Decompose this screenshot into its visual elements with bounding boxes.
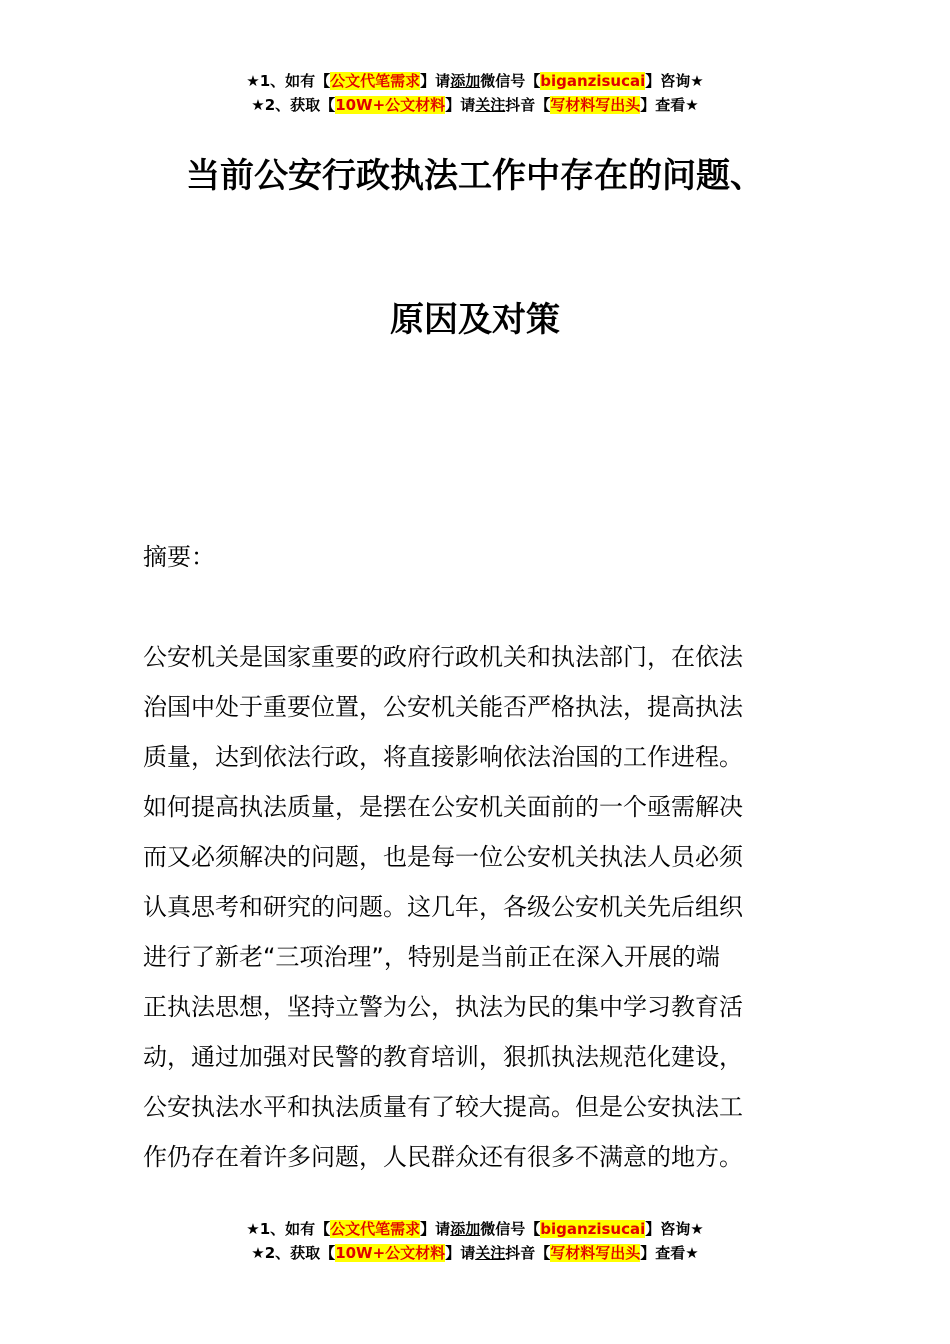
promo-underlined: 添加 [450,72,481,90]
promo-wechat-id: biganzisucai [540,72,646,90]
promo-line-1 [0,1217,950,1241]
body-line: 质量，达到依法行政，将直接影响依法治国的工作进程。 [143,743,743,771]
promo-underlined: 添加 [450,1220,481,1238]
promo-highlight: 10W+公文材料 [335,1244,446,1262]
promo-text: 】请 [420,1220,451,1238]
body-line: 如何提高执法质量，是摆在公安机关面前的一个亟需解决 [143,793,743,821]
promo-underlined: 关注 [475,1244,506,1262]
promo-text: ★2、获取【 [251,1244,336,1262]
promo-text: 微信号【 [480,72,541,90]
promo-banner-top [0,69,950,117]
body-line: 而又必须解决的问题，也是每一位公安机关执法人员必须 [143,843,743,871]
promo-wechat-id: biganzisucai [540,1220,646,1238]
promo-highlight: 公文代笔需求 [330,72,421,90]
abstract-label: 摘要： [143,543,215,571]
promo-banner-bottom [0,1217,950,1265]
promo-text: 】查看★ [640,96,699,114]
promo-douyin-name: 写材料写出头 [550,1244,641,1262]
promo-text: 】请 [445,96,476,114]
body-line: 认真思考和研究的问题。这几年，各级公安机关先后组织 [143,893,743,921]
promo-text: 】咨询★ [645,1220,704,1238]
promo-line-1 [0,69,950,93]
promo-text: ★1、如有【 [246,1220,331,1238]
promo-text: 】咨询★ [645,72,704,90]
abstract-body [143,632,823,1182]
promo-text: 】请 [445,1244,476,1262]
document-title-line-1: 当前公安行政执法工作中存在的问题、 [186,156,764,196]
body-line: 作仍存在着许多问题，人民群众还有很多不满意的地方。 [143,1143,743,1171]
promo-line-2 [0,93,950,117]
body-line: 动，通过加强对民警的教育培训，狠抓执法规范化建设， [143,1043,743,1071]
promo-text: ★1、如有【 [246,72,331,90]
body-line: 正执法思想，坚持立警为公，执法为民的集中学习教育活 [143,993,743,1021]
document-title-line-2: 原因及对策 [390,300,560,340]
promo-text: 抖音【 [505,1244,551,1262]
promo-highlight: 公文代笔需求 [330,1220,421,1238]
promo-highlight: 10W+公文材料 [335,96,446,114]
promo-douyin-name: 写材料写出头 [550,96,641,114]
promo-text: 】查看★ [640,1244,699,1262]
body-line: 治国中处于重要位置，公安机关能否严格执法，提高执法 [143,693,743,721]
promo-text: 抖音【 [505,96,551,114]
promo-text: ★2、获取【 [251,96,336,114]
body-line: 公安机关是国家重要的政府行政机关和执法部门，在依法 [143,643,743,671]
promo-line-2 [0,1241,950,1265]
promo-underlined: 关注 [475,96,506,114]
promo-text: 微信号【 [480,1220,541,1238]
body-line: 公安执法水平和执法质量有了较大提高。但是公安执法工 [143,1093,743,1121]
promo-text: 】请 [420,72,451,90]
body-line: 进行了新老“三项治理”，特别是当前正在深入开展的端 [143,943,720,971]
